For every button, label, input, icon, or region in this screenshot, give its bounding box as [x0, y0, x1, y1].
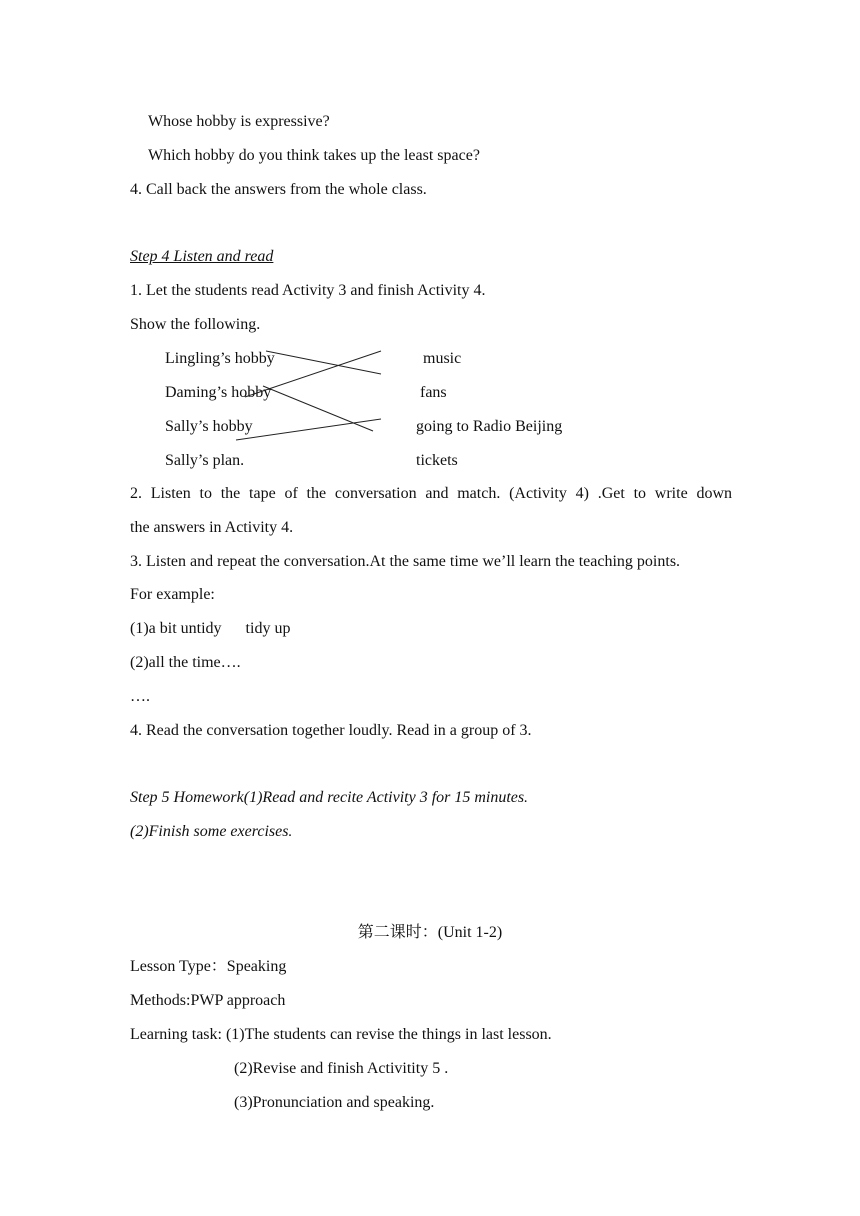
step4-item4: 4. Read the conversation together loudly. Read in a group of 3. [130, 722, 532, 739]
match-right-item: tickets [416, 452, 458, 469]
step5-exercises: (2)Finish some exercises. [130, 823, 293, 840]
teaching-point-1 [130, 619, 290, 639]
for-example: For example: [130, 586, 215, 603]
question-expressive: Whose hobby is expressive? [148, 113, 330, 130]
ellipsis: …. [130, 688, 150, 705]
methods: Methods:PWP approach [130, 992, 286, 1009]
lesson-title: 第二课时：(Unit 1-2) [357, 924, 503, 941]
step4-heading: Step 4 Listen and read [130, 248, 274, 265]
call-back-item: 4. Call back the answers from the whole class. [130, 181, 427, 198]
step4-item2-line2: the answers in Activity 4. [130, 519, 294, 536]
question-least-space: Which hobby do you think takes up the least space? [148, 147, 480, 164]
match-line [263, 386, 373, 431]
step4-item3: 3. Listen and repeat the conversation.At the same time we’ll learn the teaching points. [130, 553, 681, 570]
match-left-item: Lingling’s hobby [165, 350, 275, 367]
match-right-item: music [423, 350, 462, 367]
match-left-item: Sally’s hobby [165, 418, 253, 435]
match-left-item: Daming’s hobby [165, 384, 272, 401]
lesson-type: Lesson Type：Speaking [130, 958, 287, 975]
learning-task-2: (2)Revise and finish Activitity 5 . [234, 1060, 449, 1077]
teaching-point-2: (2)all the time…. [130, 654, 241, 671]
match-line [245, 351, 381, 397]
learning-task: Learning task: (1)The students can revise the things in last lesson. [130, 1026, 552, 1043]
match-right-item: going to Radio Beijing [416, 418, 563, 435]
step5-homework: Step 5 Homework(1)Read and recite Activity 3 for 15 minutes. [130, 789, 528, 806]
match-right-item: fans [420, 384, 447, 401]
show-following: Show the following. [130, 316, 261, 333]
match-left-item: Sally’s plan. [165, 452, 245, 469]
match-line [236, 419, 381, 440]
step4-item2-line1: 2. Listen to the tape of the conversation and match. (Activity 4) .Get to write down [130, 485, 732, 502]
teaching-point-1-phrase: tidy up [245, 620, 291, 637]
learning-task-3: (3)Pronunciation and speaking. [234, 1094, 435, 1111]
step4-item1: 1. Let the students read Activity 3 and finish Activity 4. [130, 282, 486, 299]
teaching-point-1-phrase: (1)a bit untidy [130, 620, 222, 637]
